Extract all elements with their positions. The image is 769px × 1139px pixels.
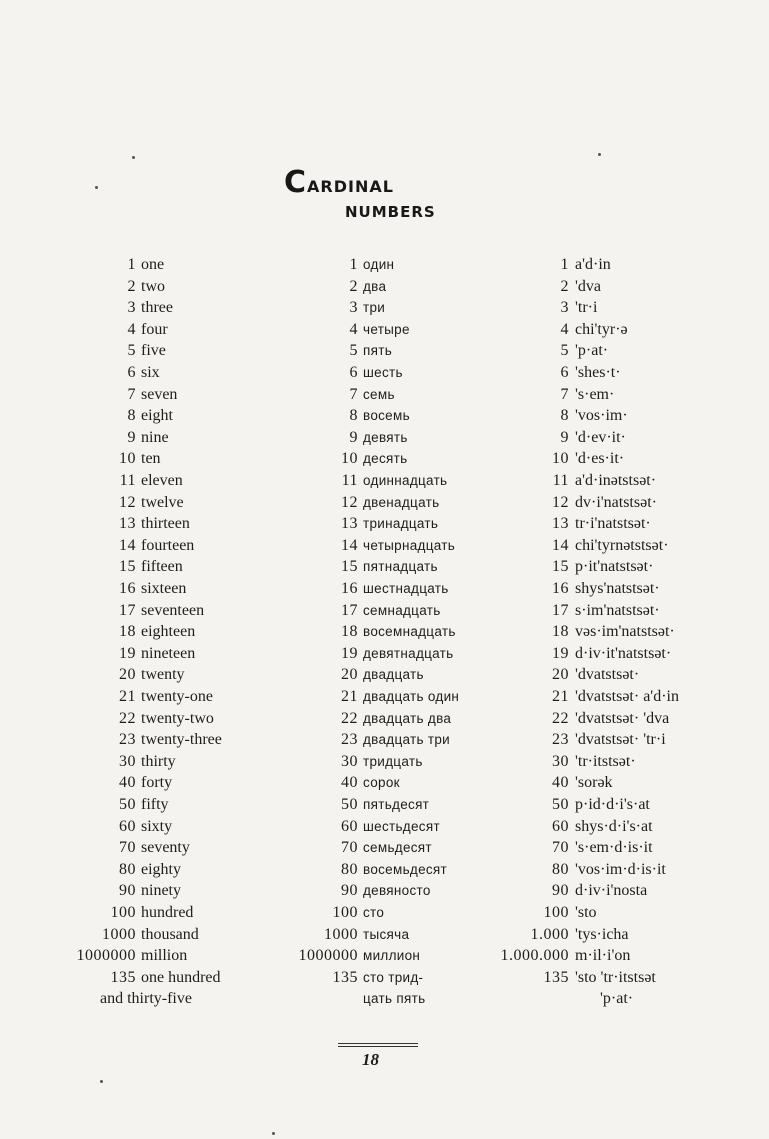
phonetic-transcription: 'dvatstsət· a'd·in <box>575 688 679 705</box>
phonetic-number: 70 <box>552 839 569 857</box>
phonetic-number: 100 <box>543 904 569 921</box>
phonetic-transcription: 'sto <box>575 904 597 921</box>
english-number: 15 <box>119 558 136 576</box>
page-title-line2: NUMBERS <box>345 203 436 221</box>
english-number: 30 <box>119 752 136 770</box>
russian-word: пятнадцать <box>363 559 438 575</box>
phonetic-transcription: 'dvatstsət· 'tr·i <box>575 731 666 749</box>
english-number: 80 <box>119 860 136 878</box>
phonetic-number: 2 <box>560 277 569 295</box>
phonetic-transcription: 'vos·im· <box>575 407 628 425</box>
english-number: 6 <box>127 364 136 381</box>
phonetic-transcription: p·it'natstsət· <box>575 558 654 576</box>
phonetic-number: 12 <box>552 493 569 511</box>
russian-number: 21 <box>341 688 358 705</box>
english-word: and thirty-five <box>100 990 192 1008</box>
phonetic-number: 80 <box>552 860 569 878</box>
phonetic-number: 4 <box>560 320 569 338</box>
phonetic-transcription: vəs·im'natstsət· <box>575 623 675 641</box>
english-word: twenty-three <box>141 731 222 749</box>
russian-number: 1 <box>349 256 358 273</box>
russian-word: восемнадцать <box>363 624 456 640</box>
table-row <box>0 536 769 556</box>
english-word: seventeen <box>141 601 205 619</box>
phonetic-number: 135 <box>543 968 569 986</box>
russian-number: 30 <box>341 752 358 770</box>
russian-number: 1000 <box>324 925 358 943</box>
table-row <box>0 925 769 945</box>
russian-number: 18 <box>341 623 358 641</box>
table-row <box>0 860 769 880</box>
title-rest: ARDINAL <box>307 177 394 196</box>
english-number: 2 <box>127 277 136 295</box>
phonetic-number: 5 <box>560 342 569 360</box>
table-row <box>0 795 769 815</box>
russian-word: одиннадцать <box>363 473 448 488</box>
english-word: seven <box>141 385 178 403</box>
english-number: 7 <box>127 385 136 403</box>
phonetic-transcription: d·iv·i'nosta <box>575 882 648 900</box>
english-number: 16 <box>119 580 136 597</box>
english-number: 9 <box>127 428 136 446</box>
russian-word: двенадцать <box>363 494 440 510</box>
table-row <box>0 320 769 340</box>
russian-number: 17 <box>341 601 358 619</box>
phonetic-number: 11 <box>552 472 569 489</box>
russian-number: 80 <box>341 860 358 878</box>
russian-number: 12 <box>341 493 358 511</box>
russian-number: 2 <box>349 277 358 295</box>
phonetic-number: 1 <box>560 256 569 273</box>
phonetic-number: 9 <box>560 428 569 446</box>
table-row <box>0 644 769 664</box>
russian-number: 19 <box>341 644 358 662</box>
russian-word: двадцать три <box>363 732 451 748</box>
phonetic-number: 15 <box>552 558 569 576</box>
table-row <box>0 752 769 772</box>
english-word: thirteen <box>141 515 190 533</box>
english-number: 1000 <box>102 925 136 943</box>
english-number: 21 <box>119 688 136 705</box>
english-word: four <box>141 320 168 338</box>
russian-word: восемь <box>363 408 410 424</box>
russian-word: шесть <box>363 365 403 380</box>
english-number: 100 <box>110 904 136 921</box>
table-row <box>0 471 769 491</box>
russian-word: тридцать <box>363 753 423 769</box>
page-number: 18 <box>362 1050 379 1069</box>
english-word: twenty-two <box>141 709 214 727</box>
english-word: sixty <box>141 817 173 835</box>
russian-number: 1000000 <box>298 947 358 965</box>
phonetic-number: 60 <box>552 817 569 835</box>
english-number: 18 <box>119 623 136 641</box>
phonetic-number: 19 <box>552 644 569 662</box>
phonetic-transcription: shys'natstsət· <box>575 580 660 597</box>
table-row <box>0 881 769 901</box>
phonetic-transcription: shys·d·i's·at <box>575 817 653 835</box>
table-row <box>0 601 769 621</box>
table-row <box>0 277 769 297</box>
english-word: twelve <box>141 493 184 511</box>
phonetic-transcription: a'd·in <box>575 256 611 273</box>
phonetic-transcription: 'dvatstsət· 'dva <box>575 709 670 727</box>
phonetic-number: 50 <box>552 796 569 813</box>
english-word: six <box>141 364 160 381</box>
russian-number: 23 <box>341 731 358 749</box>
table-row <box>0 665 769 685</box>
table-row <box>0 514 769 534</box>
english-number: 90 <box>119 882 136 900</box>
english-word: million <box>141 947 188 965</box>
english-number: 11 <box>119 472 136 489</box>
english-number: 17 <box>119 601 136 619</box>
english-word: ten <box>141 450 161 468</box>
english-word: eleven <box>141 472 183 489</box>
russian-number: 40 <box>341 774 358 792</box>
russian-number: 135 <box>332 968 358 986</box>
russian-word: двадцать <box>363 667 424 683</box>
russian-word: сто <box>363 905 385 920</box>
english-word: five <box>141 342 166 360</box>
phonetic-transcription: s·im'natstsət· <box>575 601 660 619</box>
english-word: two <box>141 277 165 295</box>
english-number: 8 <box>127 407 136 425</box>
russian-number: 5 <box>349 342 358 360</box>
phonetic-transcription: 'p·at· <box>600 990 634 1008</box>
english-word: fifty <box>141 796 169 813</box>
russian-word: шестьдесят <box>363 818 440 834</box>
table-row <box>0 730 769 750</box>
english-number: 14 <box>119 536 136 554</box>
russian-word: четырнадцать <box>363 537 456 553</box>
russian-word: четыре <box>363 321 410 337</box>
english-number: 1 <box>127 256 136 273</box>
divider <box>338 1043 418 1044</box>
russian-number: 90 <box>341 882 358 900</box>
phonetic-number: 6 <box>560 364 569 381</box>
phonetic-transcription: chi'tyr·ə <box>575 320 628 338</box>
table-row <box>0 817 769 837</box>
russian-number: 50 <box>341 796 358 813</box>
russian-word: двадцать два <box>363 710 452 726</box>
table-row <box>0 406 769 426</box>
english-number: 50 <box>119 796 136 813</box>
russian-number: 8 <box>349 407 358 425</box>
table-row <box>0 341 769 361</box>
russian-number: 4 <box>349 320 358 338</box>
russian-word: семь <box>363 386 395 402</box>
table-row <box>0 579 769 599</box>
russian-word: девятнадцать <box>363 645 454 661</box>
english-number: 1000000 <box>76 947 136 965</box>
table-row <box>0 493 769 513</box>
phonetic-transcription: 'tr·i <box>575 299 598 317</box>
english-word: nine <box>141 428 169 446</box>
table-row <box>0 946 769 966</box>
english-number: 22 <box>119 709 136 727</box>
phonetic-number: 30 <box>552 752 569 770</box>
russian-word: восемьдесят <box>363 861 448 877</box>
phonetic-transcription: p·id·d·i's·at <box>575 796 650 813</box>
russian-word: сорок <box>363 775 400 791</box>
russian-word: семнадцать <box>363 602 441 618</box>
russian-word: три <box>363 300 386 316</box>
phonetic-transcription: 'dvatstsət· <box>575 666 640 684</box>
english-word: nineteen <box>141 644 196 662</box>
phonetic-transcription: m·il·i'on <box>575 947 631 965</box>
russian-word: двадцать один <box>363 689 460 704</box>
phonetic-number: 17 <box>552 601 569 619</box>
phonetic-transcription: 'shes·t· <box>575 364 621 381</box>
table-row <box>0 363 769 383</box>
phonetic-transcription: tr·i'natstsət· <box>575 515 651 533</box>
english-word: hundred <box>141 904 194 921</box>
table-row <box>0 622 769 642</box>
phonetic-number: 20 <box>552 666 569 684</box>
phonetic-number: 7 <box>560 385 569 403</box>
english-word: twenty-one <box>141 688 213 705</box>
table-row <box>0 385 769 405</box>
table-row <box>0 298 769 318</box>
english-number: 19 <box>119 644 136 662</box>
phonetic-transcription: 'tr·itstsət· <box>575 752 636 770</box>
english-number: 60 <box>119 817 136 835</box>
english-number: 3 <box>127 299 136 317</box>
russian-word: тысяча <box>363 926 410 942</box>
phonetic-number: 1.000 <box>530 925 569 943</box>
russian-word: миллион <box>363 948 421 964</box>
english-number: 13 <box>119 515 136 533</box>
english-number: 5 <box>127 342 136 360</box>
phonetic-number: 10 <box>552 450 569 468</box>
russian-word: тринадцать <box>363 516 439 532</box>
phonetic-transcription: chi'tyrnətstsət· <box>575 536 669 554</box>
english-number: 10 <box>119 450 136 468</box>
russian-word: шестнадцать <box>363 581 449 596</box>
phonetic-number: 8 <box>560 407 569 425</box>
phonetic-transcription: 'd·ev·it· <box>575 428 626 446</box>
english-number: 135 <box>110 968 136 986</box>
russian-number: 10 <box>341 450 358 468</box>
speck <box>100 1080 103 1083</box>
table-row <box>0 709 769 729</box>
table-row <box>0 968 769 988</box>
phonetic-number: 16 <box>552 580 569 597</box>
russian-number: 15 <box>341 558 358 576</box>
english-word: thousand <box>141 925 199 943</box>
phonetic-transcription: 'd·es·it· <box>575 450 625 468</box>
russian-number: 7 <box>349 385 358 403</box>
english-word: eight <box>141 407 173 425</box>
phonetic-number: 21 <box>552 688 569 705</box>
phonetic-transcription: 'p·at· <box>575 342 609 360</box>
english-word: forty <box>141 774 173 792</box>
english-word: seventy <box>141 839 190 857</box>
russian-word: цать пять <box>363 991 426 1007</box>
phonetic-number: 13 <box>552 515 569 533</box>
phonetic-transcription: 'tys·icha <box>575 925 629 943</box>
english-word: sixteen <box>141 580 187 597</box>
english-number: 23 <box>119 731 136 749</box>
russian-number: 6 <box>349 364 358 381</box>
russian-number: 14 <box>341 536 358 554</box>
english-word: thirty <box>141 752 176 770</box>
speck <box>272 1132 275 1135</box>
english-word: three <box>141 299 173 317</box>
table-row <box>0 428 769 448</box>
phonetic-number: 14 <box>552 536 569 554</box>
english-number: 4 <box>127 320 136 338</box>
english-number: 12 <box>119 493 136 511</box>
phonetic-number: 22 <box>552 709 569 727</box>
speck <box>95 186 98 189</box>
phonetic-transcription: 's·em·d·is·it <box>575 839 653 857</box>
phonetic-transcription: a'd·inətstsət· <box>575 472 657 489</box>
english-number: 40 <box>119 774 136 792</box>
phonetic-number: 1.000.000 <box>500 947 569 965</box>
english-number: 20 <box>119 666 136 684</box>
table-row <box>0 989 769 1009</box>
english-word: one hundred <box>141 968 221 986</box>
title-initial: C <box>284 165 308 200</box>
phonetic-transcription: 'sto 'tr·itstsət <box>575 968 656 986</box>
phonetic-transcription: dv·i'natstsət· <box>575 493 657 511</box>
russian-number: 70 <box>341 839 358 857</box>
russian-number: 16 <box>341 580 358 597</box>
russian-number: 13 <box>341 515 358 533</box>
russian-word: пятьдесят <box>363 797 430 812</box>
table-row <box>0 903 769 923</box>
divider <box>338 1046 418 1047</box>
russian-word: пять <box>363 343 393 359</box>
russian-word: сто трид- <box>363 969 424 985</box>
english-word: twenty <box>141 666 185 684</box>
phonetic-number: 90 <box>552 882 569 900</box>
page-title-line1 <box>284 165 394 200</box>
russian-number: 9 <box>349 428 358 446</box>
phonetic-number: 23 <box>552 731 569 749</box>
english-number: 70 <box>119 839 136 857</box>
phonetic-transcription: d·iv·it'natstsət· <box>575 644 672 662</box>
phonetic-transcription: 's·em· <box>575 385 615 403</box>
russian-number: 11 <box>341 472 358 489</box>
english-word: fourteen <box>141 536 195 554</box>
russian-number: 60 <box>341 817 358 835</box>
speck <box>598 153 601 156</box>
russian-word: девяносто <box>363 883 431 899</box>
phonetic-transcription: 'dva <box>575 277 601 295</box>
speck <box>132 156 135 159</box>
english-word: eighty <box>141 860 181 878</box>
table-row <box>0 687 769 707</box>
table-row <box>0 255 769 275</box>
english-word: ninety <box>141 882 181 900</box>
english-word: one <box>141 256 165 273</box>
phonetic-number: 40 <box>552 774 569 792</box>
phonetic-transcription: 'sorək <box>575 774 613 792</box>
russian-word: семьдесят <box>363 840 432 856</box>
english-word: fifteen <box>141 558 183 576</box>
table-row <box>0 773 769 793</box>
russian-word: десять <box>363 451 408 467</box>
table-row <box>0 838 769 858</box>
russian-word: один <box>363 257 395 272</box>
phonetic-number: 18 <box>552 623 569 641</box>
phonetic-transcription: 'vos·im·d·is·it <box>575 860 666 878</box>
russian-number: 20 <box>341 666 358 684</box>
phonetic-number: 3 <box>560 299 569 317</box>
table-row <box>0 557 769 577</box>
table-row <box>0 449 769 469</box>
russian-word: два <box>363 278 387 294</box>
russian-word: девять <box>363 429 408 445</box>
russian-number: 100 <box>332 904 358 921</box>
russian-number: 3 <box>349 299 358 317</box>
russian-number: 22 <box>341 709 358 727</box>
english-word: eighteen <box>141 623 196 641</box>
